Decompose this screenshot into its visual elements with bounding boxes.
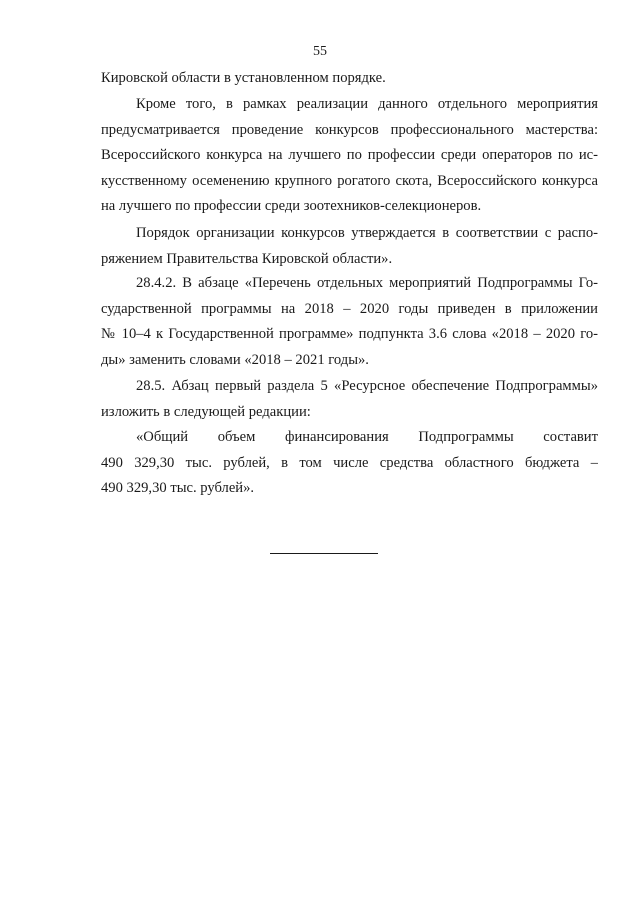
paragraph-continuation [101, 66, 598, 92]
text-line: предусматривается проведение конкурсов профессионального мастерства: [101, 121, 598, 138]
text-line: 490 329,30 тыс. рублей, в том числе средства областного бюджета – [101, 454, 598, 471]
text-line: ды» заменить словами «2018 – 2021 годы». [101, 351, 369, 368]
text-line: 28.4.2. В абзаце «Перечень отдельных мероприятий Подпрограммы Го- [136, 275, 598, 291]
text-line: сударственной программы на 2018 – 2020 годы приведен в приложении [101, 300, 598, 317]
paragraph-procedure [101, 221, 598, 272]
end-divider [270, 553, 378, 554]
text-line: 490 329,30 тыс. рублей». [101, 480, 255, 497]
paragraph-28-5 [101, 374, 598, 425]
text-line: кусственному осеменению крупного рогатого скота, Всероссийского конкурса [101, 172, 598, 189]
text-line: изложить в следующей редакции: [101, 403, 311, 420]
text-line: Всероссийского конкурса на лучшего по профессии среди операторов по ис- [101, 147, 598, 164]
text-line: Кроме того, в рамках реализации данного отдельного мероприятия [136, 96, 598, 112]
text-line: 28.5. Абзац первый раздела 5 «Ресурсное обеспечение Подпрограммы» [136, 378, 598, 394]
paragraph-28-4-2 [101, 271, 598, 373]
text-line: Кировской области в установленном порядке. [101, 70, 386, 86]
text-line: № 10–4 к Государственной программе» подпункта 3.6 слова «2018 – 2020 го- [101, 326, 598, 343]
text-line: ряжением Правительства Кировской области». [101, 250, 393, 267]
text-line: на лучшего по профессии среди зоотехников-селекционеров. [101, 198, 482, 215]
text-line: «Общий объем финансирования Подпрограммы составит [136, 429, 598, 445]
page-number: 55 [313, 44, 327, 59]
paragraph-funding-quote [101, 425, 598, 502]
paragraph-contests [101, 92, 598, 220]
text-line: Порядок организации конкурсов утверждается в соответствии с распо- [136, 225, 598, 241]
